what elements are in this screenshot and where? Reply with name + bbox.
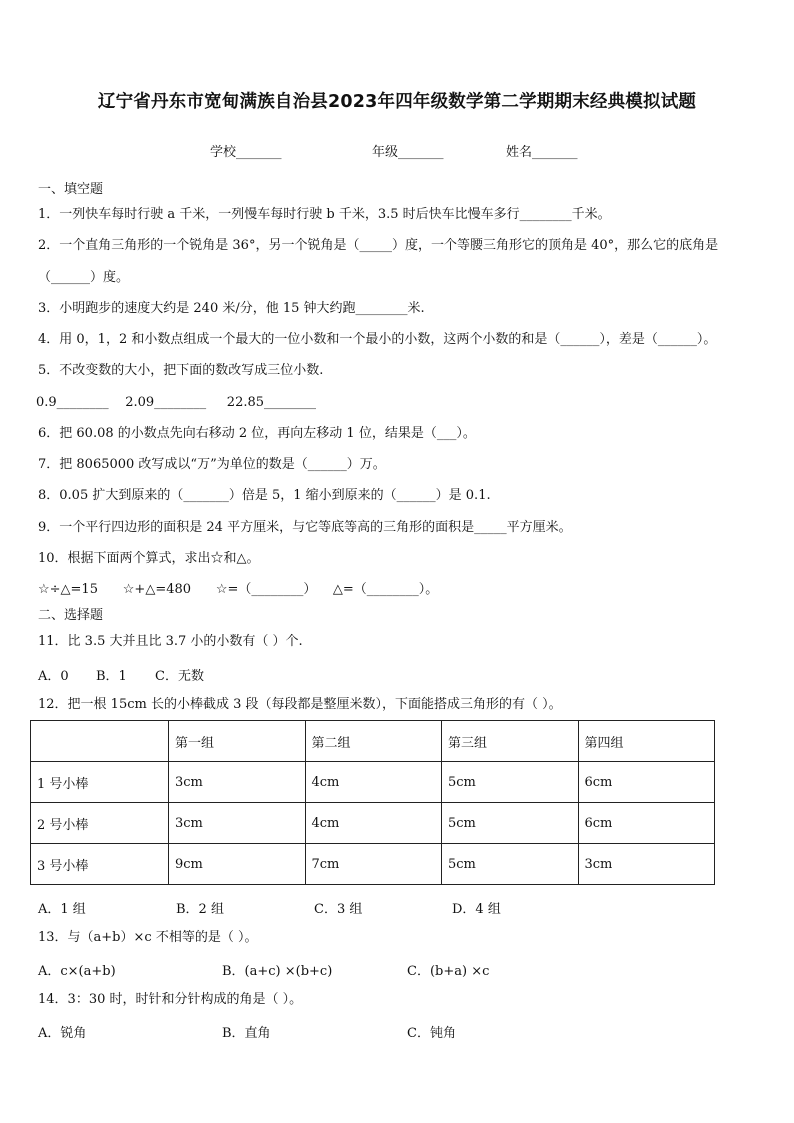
table-cell: 3 号小棒	[31, 844, 169, 885]
question-8: 8．0.05 扩大到原来的（_______）倍是 5，1 缩小到原来的（______）是 0.1.	[38, 488, 491, 503]
table-row	[31, 762, 715, 803]
table-cell: 9cm	[169, 844, 306, 885]
table-cell: 4cm	[305, 803, 442, 844]
table-header-cell: 第四组	[578, 721, 715, 762]
table-row	[31, 803, 715, 844]
option-12-a: A．1 组	[38, 902, 86, 917]
option-12-c: C．3 组	[314, 902, 363, 917]
question-10-items: ☆÷△=15 ☆+△=480 ☆=（________） △=（________）。	[38, 582, 439, 597]
grade-field: 年级_______	[372, 145, 444, 160]
table-row	[31, 844, 715, 885]
question-14: 14．3：30 时，时针和分针构成的角是（ ）。	[38, 992, 303, 1007]
table-cell: 1 号小棒	[31, 762, 169, 803]
option-13-b: B．(a+c) ×(b+c)	[222, 964, 333, 979]
question-9: 9．一个平行四边形的面积是 24 平方厘米，与它等底等高的三角形的面积是_____平方厘米。	[38, 520, 572, 535]
table-cell: 3cm	[169, 762, 306, 803]
table-cell: 5cm	[442, 803, 579, 844]
option-11-a: A．0	[38, 669, 69, 684]
question-5-items: 0.9________ 2.09________ 22.85________	[36, 395, 317, 410]
page-title: 辽宁省丹东市宽甸满族自治县2023年四年级数学第二学期期末经典模拟试题	[97, 92, 697, 112]
option-11-c: C．无数	[155, 669, 204, 684]
question-3: 3．小明跑步的速度大约是 240 米/分，他 15 钟大约跑________米.	[38, 301, 425, 316]
table-cell: 7cm	[305, 844, 442, 885]
question-10: 10．根据下面两个算式，求出☆和△。	[38, 551, 260, 566]
option-11-b: B．1	[96, 669, 127, 684]
question-6: 6．把 60.08 的小数点先向右移动 2 位，再向左移动 1 位，结果是（___）。	[38, 426, 476, 441]
table-cell: 3cm	[578, 844, 715, 885]
section-heading-choice: 二、选择题	[38, 608, 104, 623]
table-header-cell: 第一组	[169, 721, 306, 762]
option-14-c: C．钝角	[407, 1026, 456, 1041]
question-7: 7．把 8065000 改写成以“万”为单位的数是（______）万。	[38, 457, 386, 472]
option-12-d: D．4 组	[452, 902, 501, 917]
table-cell: 6cm	[578, 762, 715, 803]
table-cell: 4cm	[305, 762, 442, 803]
question-5: 5．不改变数的大小，把下面的数改写成三位小数.	[38, 363, 324, 378]
question-2: 2．一个直角三角形的一个锐角是 36°，另一个锐角是（_____）度，一个等腰三角形它的顶角是 40°，那么它的底角是	[38, 238, 719, 253]
option-13-a: A．c×(a+b)	[38, 964, 116, 979]
table-cell: 5cm	[442, 844, 579, 885]
question-2-cont: （______）度。	[38, 270, 130, 285]
question-13: 13．与（a+b）×c 不相等的是（ ）。	[38, 930, 258, 945]
name-field: 姓名_______	[506, 145, 578, 160]
question-4: 4．用 0，1，2 和小数点组成一个最大的一位小数和一个最小的小数，这两个小数的和是（______），差是（______）。	[38, 332, 717, 347]
option-13-c: C．(b+a) ×c	[407, 964, 490, 979]
question-11: 11．比 3.5 大并且比 3.7 小的小数有（ ）个.	[38, 634, 303, 649]
table-header-cell: 第三组	[442, 721, 579, 762]
option-14-a: A．锐角	[38, 1026, 87, 1041]
table-cell: 3cm	[169, 803, 306, 844]
section-heading-fill: 一、填空题	[38, 182, 104, 197]
table-cell: 2 号小棒	[31, 803, 169, 844]
table-header-cell	[31, 721, 169, 762]
table-header-cell: 第二组	[305, 721, 442, 762]
stick-groups-table	[30, 720, 715, 885]
option-12-b: B．2 组	[176, 902, 224, 917]
table-cell: 6cm	[578, 803, 715, 844]
table-cell: 5cm	[442, 762, 579, 803]
question-12: 12．把一根 15cm 长的小棒截成 3 段（每段都是整厘米数），下面能搭成三角形的有（ ）。	[38, 697, 562, 712]
option-14-b: B．直角	[222, 1026, 271, 1041]
table-header-row	[31, 721, 715, 762]
question-1: 1．一列快车每时行驶 a 千米，一列慢车每时行驶 b 千米，3.5 时后快车比慢车多行________千米。	[38, 207, 611, 222]
school-field: 学校_______	[210, 145, 282, 160]
